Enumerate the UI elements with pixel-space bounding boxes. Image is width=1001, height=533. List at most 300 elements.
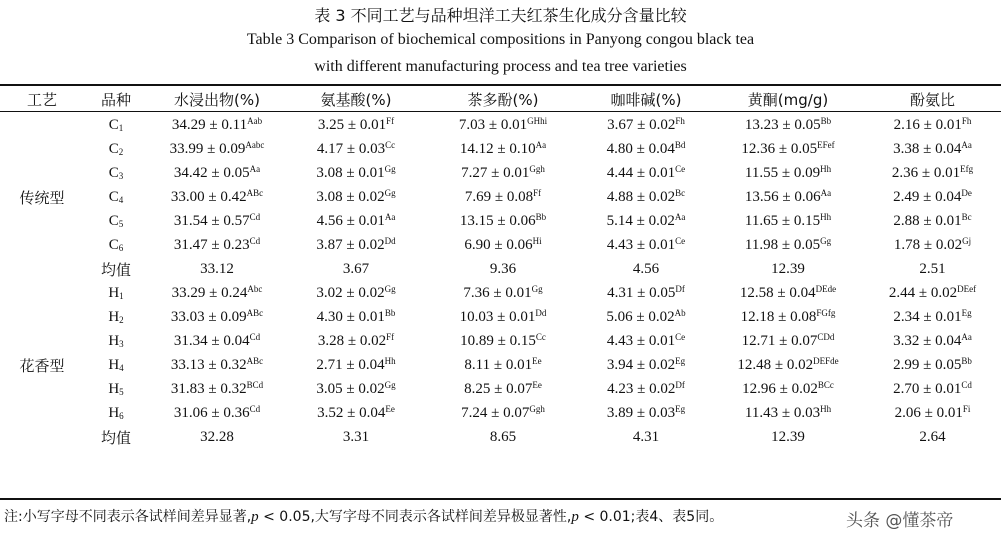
cell-value: 12.96 ± 0.02 [742,381,818,397]
cell-value: 7.69 ± 0.08 [464,189,534,205]
mean-row [0,257,1001,281]
amino-acid-cell [286,185,426,209]
significance-letters: Hi [532,236,542,246]
flavonoids-cell [712,137,864,161]
cell-value: 4.30 ± 0.01 [316,309,385,325]
cell-value: 3.87 ± 0.02 [316,237,385,253]
significance-letters: Ee [385,404,395,414]
table-row [0,305,1001,329]
significance-letters: Cd [961,380,972,390]
cell-value: 3.67 ± 0.02 [607,117,676,133]
variety-letter: C [108,164,119,181]
significance-letters: FGfg [816,308,836,318]
significance-letters: Cd [249,332,261,342]
variety-number: 4 [119,362,124,373]
variety-cell [84,329,148,353]
phenol-ammonia-ratio-cell [864,329,1001,353]
significance-letters: Abc [247,284,263,294]
flavonoids-cell [712,401,864,425]
cell-value: 3.05 ± 0.02 [316,381,385,397]
water-extract-cell [148,111,286,137]
flavonoids-cell [712,233,864,257]
cell-value: 6.90 ± 0.06 [464,237,533,253]
table-top-rule [0,84,1001,86]
significance-letters: Efg [960,164,974,174]
significance-letters: Ee [532,356,542,366]
tea-polyphenols-cell [426,281,580,305]
phenol-ammonia-ratio-cell [864,185,1001,209]
cell-value: 7.03 ± 0.01 [458,117,528,133]
variety-number: 3 [118,170,124,181]
significance-letters: De [961,188,972,198]
significance-letters: ABc [246,356,264,366]
significance-letters: Ggh [529,404,545,414]
caffeine-cell [580,353,712,377]
significance-letters: Dd [384,236,396,246]
cell-value: 3.94 ± 0.02 [606,357,676,373]
cell-value: 3.25 ± 0.01 [317,117,387,133]
caffeine-cell [580,185,712,209]
cell-value: 1.78 ± 0.02 [893,237,963,253]
significance-letters: Bb [961,356,972,366]
variety-cell [84,401,148,425]
cell-value: 11.65 ± 0.15 [744,213,821,229]
significance-letters: Gg [384,164,396,174]
water-extract-mean: 33.12 [200,260,234,277]
tea-polyphenols-cell [426,137,580,161]
significance-letters: GHhi [527,116,548,126]
table-caption-english-line1: Table 3 Comparison of biochemical compositions in Panyong congou black tea [246,31,755,48]
cell-value: 33.03 ± 0.09 [170,309,247,325]
phenol-ammonia-ratio-cell [864,233,1001,257]
cell-value: 2.71 ± 0.04 [316,357,385,373]
cell-value: 3.08 ± 0.02 [316,189,385,205]
variety-cell [84,281,148,305]
cell-value: 33.29 ± 0.24 [171,285,248,301]
cell-value: 33.13 ± 0.32 [170,357,247,373]
mean-label: 均值 [100,260,131,279]
amino-acid-cell [286,137,426,161]
caffeine-cell [580,281,712,305]
cell-value: 31.47 ± 0.23 [173,237,250,253]
significance-letters: Ab [674,308,686,318]
variety-letter: H [108,308,120,325]
caffeine-cell [580,329,712,353]
significance-letters: Aa [961,332,972,342]
flavonoids-cell [712,329,864,353]
significance-letters: Aa [249,164,261,174]
cell-value: 8.25 ± 0.07 [464,381,533,397]
phenol-ammonia-ratio-cell [864,281,1001,305]
significance-letters: Fi [962,404,971,414]
significance-letters: Aa [535,140,547,150]
cell-value: 10.03 ± 0.01 [459,309,536,325]
tea-polyphenols-cell [426,305,580,329]
variety-cell [84,161,148,185]
variety-cell [84,305,148,329]
cell-value: 2.36 ± 0.01 [891,165,961,181]
amino-acid-cell [286,281,426,305]
variety-number: 1 [118,122,124,133]
cell-value: 4.88 ± 0.02 [606,189,676,205]
significance-letters: Eg [675,404,686,414]
amino-acid-cell [286,233,426,257]
footnote-text-3: < 0.01;表4、表5同。 [578,509,724,525]
cell-value: 4.56 ± 0.01 [316,213,385,229]
amino-acid-cell [286,401,426,425]
significance-letters: Hh [820,404,832,414]
caffeine-cell [580,111,712,137]
caffeine-cell [580,137,712,161]
cell-value: 12.18 ± 0.08 [740,309,817,325]
significance-letters: Bc [675,188,686,198]
cell-value: 12.58 ± 0.04 [739,285,816,301]
cell-value: 31.54 ± 0.57 [173,213,250,229]
cell-value: 3.28 ± 0.02 [317,333,387,349]
significance-letters: Ce [675,236,686,246]
significance-letters: CDd [817,332,835,342]
flavonoids-mean: 12.39 [771,428,805,445]
significance-letters: DEef [957,284,977,294]
cell-value: 2.44 ± 0.02 [888,285,958,301]
tea-polyphenols-cell [426,377,580,401]
biochemical-composition-table [0,87,1001,449]
phenol-ammonia-ratio-mean: 2.64 [919,428,946,445]
cell-value: 7.36 ± 0.01 [463,285,532,301]
water-extract-cell [148,401,286,425]
table-row [0,329,1001,353]
caffeine-cell [580,377,712,401]
significance-letters: Gg [820,236,832,246]
table-caption-english-line2: with different manufacturing process and tea tree varieties [314,58,687,75]
flavonoids-cell [712,111,864,137]
cell-value: 2.06 ± 0.01 [894,405,963,421]
significance-letters: Fh [961,116,972,126]
table-footnote [4,506,723,526]
significance-letters: Aa [674,212,686,222]
significance-letters: Ff [386,116,395,126]
water-extract-cell [148,353,286,377]
significance-letters: ABc [246,308,264,318]
significance-letters: Cc [535,332,546,342]
significance-letters: Bb [384,308,396,318]
header-variety: 品种 [100,90,131,109]
table-caption-chinese: 表 3 不同工艺与品种坦洋工夫红茶生化成分含量比较 [314,6,687,25]
cell-value: 4.23 ± 0.02 [607,381,676,397]
cell-value: 11.43 ± 0.03 [744,405,821,421]
variety-cell [84,353,148,377]
cell-value: 13.23 ± 0.05 [744,117,821,133]
tea-polyphenols-cell [426,209,580,233]
amino-acid-cell [286,209,426,233]
water-extract-cell [148,185,286,209]
variety-letter: H [108,356,120,373]
variety-number: 6 [119,410,124,421]
significance-letters: Gg [531,284,543,294]
process-group-label: 花香型 [19,356,65,375]
significance-letters: DEde [815,284,837,294]
cell-value: 8.11 ± 0.01 [464,357,533,373]
variety-number: 5 [119,386,124,397]
amino-acid-cell [286,111,426,137]
amino-acid-mean: 3.31 [342,428,370,445]
variety-letter: C [108,236,119,253]
significance-letters: Dd [535,308,547,318]
variety-cell [84,185,148,209]
significance-letters: Gg [384,380,396,390]
cell-value: 10.89 ± 0.15 [460,333,536,349]
variety-cell [84,209,148,233]
cell-value: 14.12 ± 0.10 [459,141,536,157]
cell-value: 12.71 ± 0.07 [741,333,818,349]
caffeine-cell [580,401,712,425]
cell-value: 2.34 ± 0.01 [893,309,962,325]
phenol-ammonia-ratio-cell [864,161,1001,185]
table-row [0,281,1001,305]
footnote-p-symbol: p [251,509,259,525]
tea-polyphenols-cell [426,233,580,257]
cell-value: 3.08 ± 0.01 [316,165,385,181]
mean-label: 均值 [100,428,131,447]
significance-letters: Aa [961,140,972,150]
cell-value: 34.42 ± 0.05 [173,165,250,181]
phenol-ammonia-ratio-cell [864,353,1001,377]
variety-number: 3 [119,338,124,349]
significance-letters: Ggh [529,164,545,174]
variety-letter: C [108,116,119,133]
significance-letters: BCd [246,380,264,390]
significance-letters: Ee [532,380,542,390]
significance-letters: Hh [384,356,396,366]
tea-polyphenols-mean: 8.65 [489,428,517,445]
significance-letters: Hh [820,212,832,222]
water-extract-cell [148,209,286,233]
flavonoids-cell [712,209,864,233]
water-extract-cell [148,233,286,257]
significance-letters: Gg [384,284,396,294]
watermark: 头条 @懂茶帝 [846,511,954,531]
variety-number: 2 [119,314,124,325]
caffeine-cell [580,305,712,329]
significance-letters: EFef [817,140,835,150]
table-body [0,111,1001,449]
variety-number: 6 [118,242,124,253]
flavonoids-cell [712,185,864,209]
cell-value: 3.52 ± 0.04 [317,405,386,421]
caffeine-mean: 4.56 [632,260,660,277]
tea-polyphenols-cell [426,111,580,137]
table-row [0,161,1001,185]
cell-value: 31.83 ± 0.32 [170,381,247,397]
flavonoids-cell [712,353,864,377]
header-caffeine: 咖啡碱(%) [610,90,682,109]
variety-letter: H [108,284,120,301]
caffeine-mean: 4.31 [632,428,660,445]
significance-letters: Eg [961,308,972,318]
significance-letters: Ff [386,332,395,342]
footnote-p-symbol: p [571,509,579,525]
cell-value: 33.99 ± 0.09 [169,141,246,157]
significance-letters: Gg [384,188,396,198]
significance-letters: Aa [820,188,832,198]
cell-value: 31.06 ± 0.36 [173,405,250,421]
cell-value: 31.34 ± 0.04 [173,333,250,349]
variety-letter: H [108,404,120,421]
significance-letters: Aab [247,116,263,126]
significance-letters: Bb [820,116,832,126]
significance-letters: BCc [817,380,834,390]
phenol-ammonia-ratio-cell [864,111,1001,137]
cell-value: 4.44 ± 0.01 [606,165,676,181]
header-phenol-ammonia-ratio: 酚氨比 [909,90,955,109]
header-water-extract: 水浸出物(%) [174,90,260,109]
process-group-label: 传统型 [19,188,65,207]
amino-acid-cell [286,305,426,329]
variety-letter: H [108,380,120,397]
footnote-text-1: 注:小写字母不同表示各试样间差异显著, [4,509,252,525]
flavonoids-cell [712,305,864,329]
header-tea-polyphenols: 茶多酚(%) [467,90,539,109]
significance-letters: Ce [675,332,686,342]
amino-acid-cell [286,161,426,185]
table-row [0,401,1001,425]
variety-letter: C [108,212,119,229]
cell-value: 3.32 ± 0.04 [893,333,962,349]
significance-letters: Aabc [245,140,265,150]
significance-letters: Eg [675,356,686,366]
significance-letters: Cd [249,236,261,246]
cell-value: 2.70 ± 0.01 [893,381,962,397]
table-row [0,233,1001,257]
significance-letters: Df [675,380,685,390]
amino-acid-cell [286,329,426,353]
significance-letters: Cd [249,404,261,414]
significance-letters: Hh [820,164,832,174]
phenol-ammonia-ratio-cell [864,377,1001,401]
phenol-ammonia-ratio-cell [864,209,1001,233]
table-row [0,137,1001,161]
cell-value: 12.36 ± 0.05 [741,141,818,157]
significance-letters: Cc [385,140,396,150]
tea-polyphenols-cell [426,401,580,425]
table-row [0,185,1001,209]
cell-value: 11.98 ± 0.05 [744,237,821,253]
table-row [0,377,1001,401]
cell-value: 5.14 ± 0.02 [606,213,675,229]
significance-letters: Df [675,284,685,294]
mean-row [0,425,1001,449]
cell-value: 3.89 ± 0.03 [606,405,676,421]
variety-cell [84,377,148,401]
amino-acid-mean: 3.67 [342,260,370,277]
table-row [0,353,1001,377]
cell-value: 4.80 ± 0.04 [606,141,675,157]
table-row [0,111,1001,137]
table-bottom-rule [0,498,1001,500]
cell-value: 33.00 ± 0.42 [170,189,247,205]
variety-letter: C [108,140,119,157]
cell-value: 3.02 ± 0.02 [316,285,385,301]
significance-letters: Ff [533,188,542,198]
table-header-row [0,87,1001,111]
variety-letter: H [108,332,120,349]
significance-letters: ABc [246,188,264,198]
phenol-ammonia-ratio-cell [864,401,1001,425]
significance-letters: Bd [674,140,686,150]
variety-number: 2 [118,146,124,157]
variety-cell [84,137,148,161]
significance-letters: Gj [962,236,972,246]
tea-polyphenols-cell [426,329,580,353]
flavonoids-cell [712,161,864,185]
tea-polyphenols-cell [426,161,580,185]
water-extract-mean: 32.28 [200,428,234,445]
caffeine-cell [580,233,712,257]
table-row [0,209,1001,233]
header-flavonoids: 黄酮(mg/g) [747,90,829,109]
cell-value: 13.15 ± 0.06 [459,213,536,229]
cell-value: 2.88 ± 0.01 [893,213,962,229]
cell-value: 2.99 ± 0.05 [893,357,962,373]
cell-value: 4.43 ± 0.01 [606,333,676,349]
water-extract-cell [148,305,286,329]
cell-value: 34.29 ± 0.11 [171,117,248,133]
variety-number: 1 [119,290,124,301]
caffeine-cell [580,161,712,185]
cell-value: 12.48 ± 0.02 [737,357,814,373]
phenol-ammonia-ratio-mean: 2.51 [919,260,946,277]
caffeine-cell [580,209,712,233]
cell-value: 4.31 ± 0.05 [607,285,676,301]
variety-number: 5 [118,218,124,229]
water-extract-cell [148,377,286,401]
header-process: 工艺 [26,90,57,109]
variety-number: 4 [118,194,124,205]
significance-letters: Fh [675,116,685,126]
significance-letters: Bc [961,212,972,222]
cell-value: 7.27 ± 0.01 [461,165,530,181]
tea-polyphenols-cell [426,353,580,377]
water-extract-cell [148,137,286,161]
amino-acid-cell [286,377,426,401]
tea-polyphenols-cell [426,185,580,209]
water-extract-cell [148,161,286,185]
tea-polyphenols-mean: 9.36 [489,260,517,277]
variety-letter: C [108,188,119,205]
flavonoids-cell [712,281,864,305]
variety-cell [84,233,148,257]
cell-value: 5.06 ± 0.02 [606,309,675,325]
cell-value: 2.16 ± 0.01 [893,117,962,133]
significance-letters: DEFde [813,356,839,366]
flavonoids-cell [712,377,864,401]
cell-value: 11.55 ± 0.09 [744,165,821,181]
variety-cell [84,111,148,137]
cell-value: 4.43 ± 0.01 [606,237,676,253]
cell-value: 4.17 ± 0.03 [316,141,386,157]
cell-value: 13.56 ± 0.06 [744,189,821,205]
significance-letters: Aa [384,212,396,222]
header-amino-acid: 氨基酸(%) [320,90,392,109]
amino-acid-cell [286,353,426,377]
significance-letters: Bb [535,212,547,222]
flavonoids-mean: 12.39 [771,260,805,277]
cell-value: 2.49 ± 0.04 [893,189,962,205]
water-extract-cell [148,329,286,353]
water-extract-cell [148,281,286,305]
cell-value: 7.24 ± 0.07 [461,405,530,421]
phenol-ammonia-ratio-cell [864,137,1001,161]
